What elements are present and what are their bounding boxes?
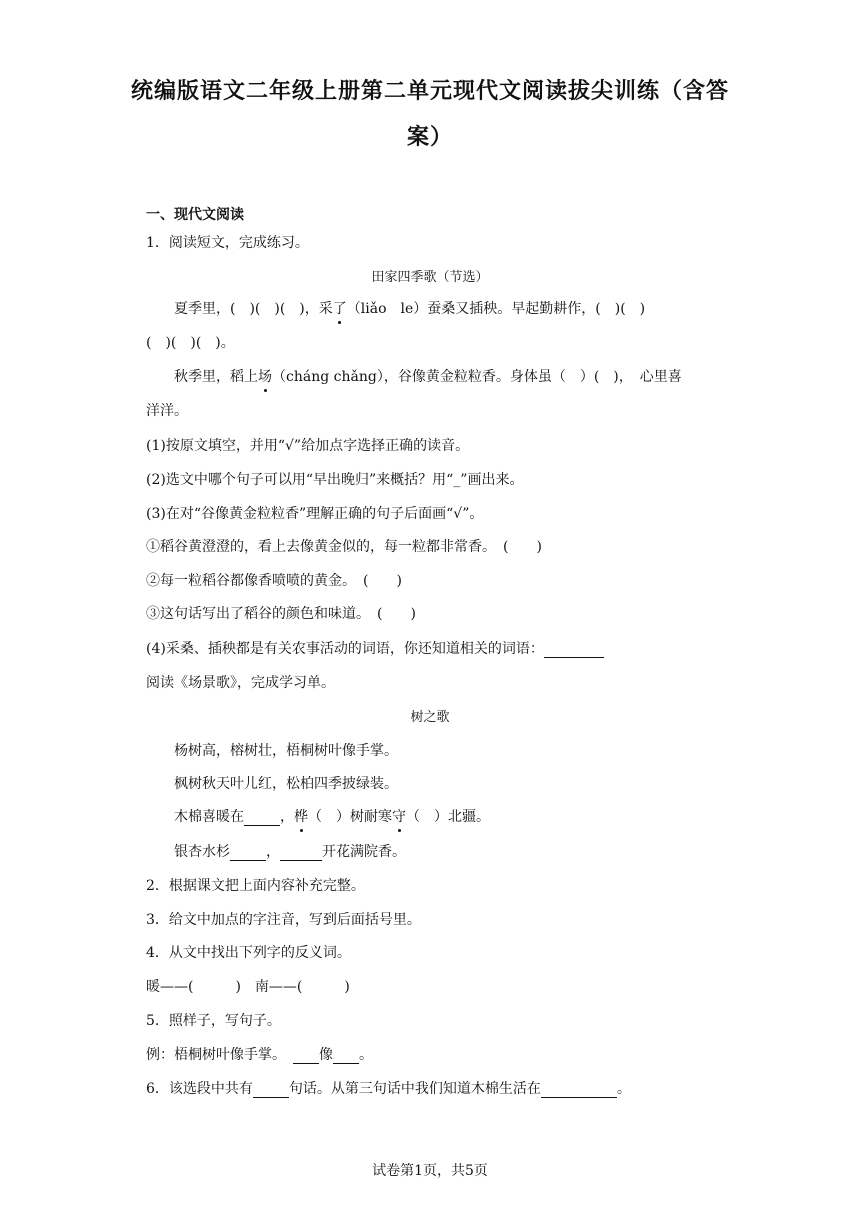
text: 句话。从第三句话中我们知道木棉生活在 [288, 1081, 541, 1097]
poem2-line1: 杨树高，榕树壮，梧桐树叶像手掌。 [174, 743, 398, 759]
q1-sub1: (1)按原文填空，并用“√”给加点字选择正确的读音。 [146, 438, 470, 454]
q2group-intro: 阅读《场景歌》，完成学习单。 [146, 675, 335, 691]
doc-title-line1: 统编版语文二年级上册第二单元现代文阅读拔尖训练（含答 [130, 78, 729, 104]
text: 秋季里，稻上 [174, 369, 258, 385]
text: （cháng chǎng），谷像黄金粒粒香。身体虽（ ）( )， 心里喜 [272, 369, 682, 385]
answer-blank[interactable] [544, 643, 604, 658]
q1-sub3: (3)在对“谷像黄金粒粒香”理解正确的句子后面画“√”。 [146, 506, 484, 522]
answer-blank[interactable] [293, 1049, 319, 1064]
text: 开花满院香。 [322, 844, 406, 860]
answer-blank[interactable] [253, 1083, 289, 1098]
poem1-para2-line2: 洋洋。 [146, 403, 188, 419]
dotted-char: 了 [333, 298, 347, 318]
q5-example [146, 1044, 373, 1064]
poem2-line3 [174, 806, 490, 826]
text: 银杏水杉 [174, 844, 230, 860]
q4: 4．从文中找出下列字的反义词。 [146, 945, 351, 961]
q3: 3．给文中加点的字注音，写到后面括号里。 [146, 912, 421, 928]
dotted-char: 桦 [294, 806, 308, 826]
text: 像 [319, 1047, 333, 1063]
answer-blank[interactable] [541, 1083, 617, 1098]
poem1-para1-line1 [174, 298, 645, 318]
text: （ ）北疆。 [406, 809, 490, 825]
poem2-line2: 枫树秋天叶儿红，松柏四季披绿装。 [174, 776, 398, 792]
q4-answer: 暖——( ) 南——( ) [146, 979, 350, 995]
poem2-line4 [174, 841, 406, 861]
text: （liǎo le）蚕桑又插秧。早起勤耕作，( )( ) [346, 301, 646, 317]
q2: 2．根据课文把上面内容补充完整。 [146, 878, 365, 894]
dotted-char: 守 [392, 806, 406, 826]
q5: 5．照样子，写句子。 [146, 1013, 281, 1029]
text: 。 [616, 1081, 631, 1097]
answer-blank[interactable] [280, 846, 322, 861]
answer-blank[interactable] [244, 811, 280, 826]
q6 [146, 1078, 631, 1098]
q1-sub2: (2)选文中哪个句子可以用“早出晚归”来概括？用“_”画出来。 [146, 472, 524, 488]
poem1-title: 田家四季歌（节选） [371, 270, 489, 285]
text: （ ）树耐寒 [308, 809, 392, 825]
text: (4)采桑、插秧都是有关农事活动的词语，你还知道相关的词语： [146, 641, 544, 657]
text: 木棉喜暖在 [174, 809, 244, 825]
poem1-para2-line1 [174, 366, 682, 386]
dotted-char: 场 [258, 366, 272, 386]
text: 6．该选段中共有 [146, 1081, 253, 1097]
doc-title-line2: 案） [406, 124, 453, 150]
text: 夏季里，( )( )( )，采 [174, 301, 333, 317]
q1-sub4 [146, 638, 604, 658]
poem2-title: 树之歌 [410, 710, 450, 725]
text: 。 [359, 1047, 373, 1063]
text: ， [280, 809, 294, 825]
text: 例：梧桐树叶像手掌。 [146, 1047, 286, 1063]
answer-blank[interactable] [333, 1049, 359, 1064]
q1-intro: 1．阅读短文，完成练习。 [146, 235, 309, 251]
page-footer: 试卷第1页，共5页 [372, 1163, 488, 1179]
poem1-para1-line2: ( )( )( )。 [146, 335, 235, 351]
answer-blank[interactable] [230, 846, 266, 861]
section-heading: 一、现代文阅读 [146, 207, 244, 223]
q1-option-3: ③这句话写出了稻谷的颜色和味道。 ( ) [146, 606, 416, 622]
q1-option-1: ①稻谷黄澄澄的，看上去像黄金似的，每一粒都非常香。 ( ) [146, 539, 542, 555]
text: ， [266, 844, 280, 860]
q1-option-2: ②每一粒稻谷都像香喷喷的黄金。 ( ) [146, 573, 402, 589]
